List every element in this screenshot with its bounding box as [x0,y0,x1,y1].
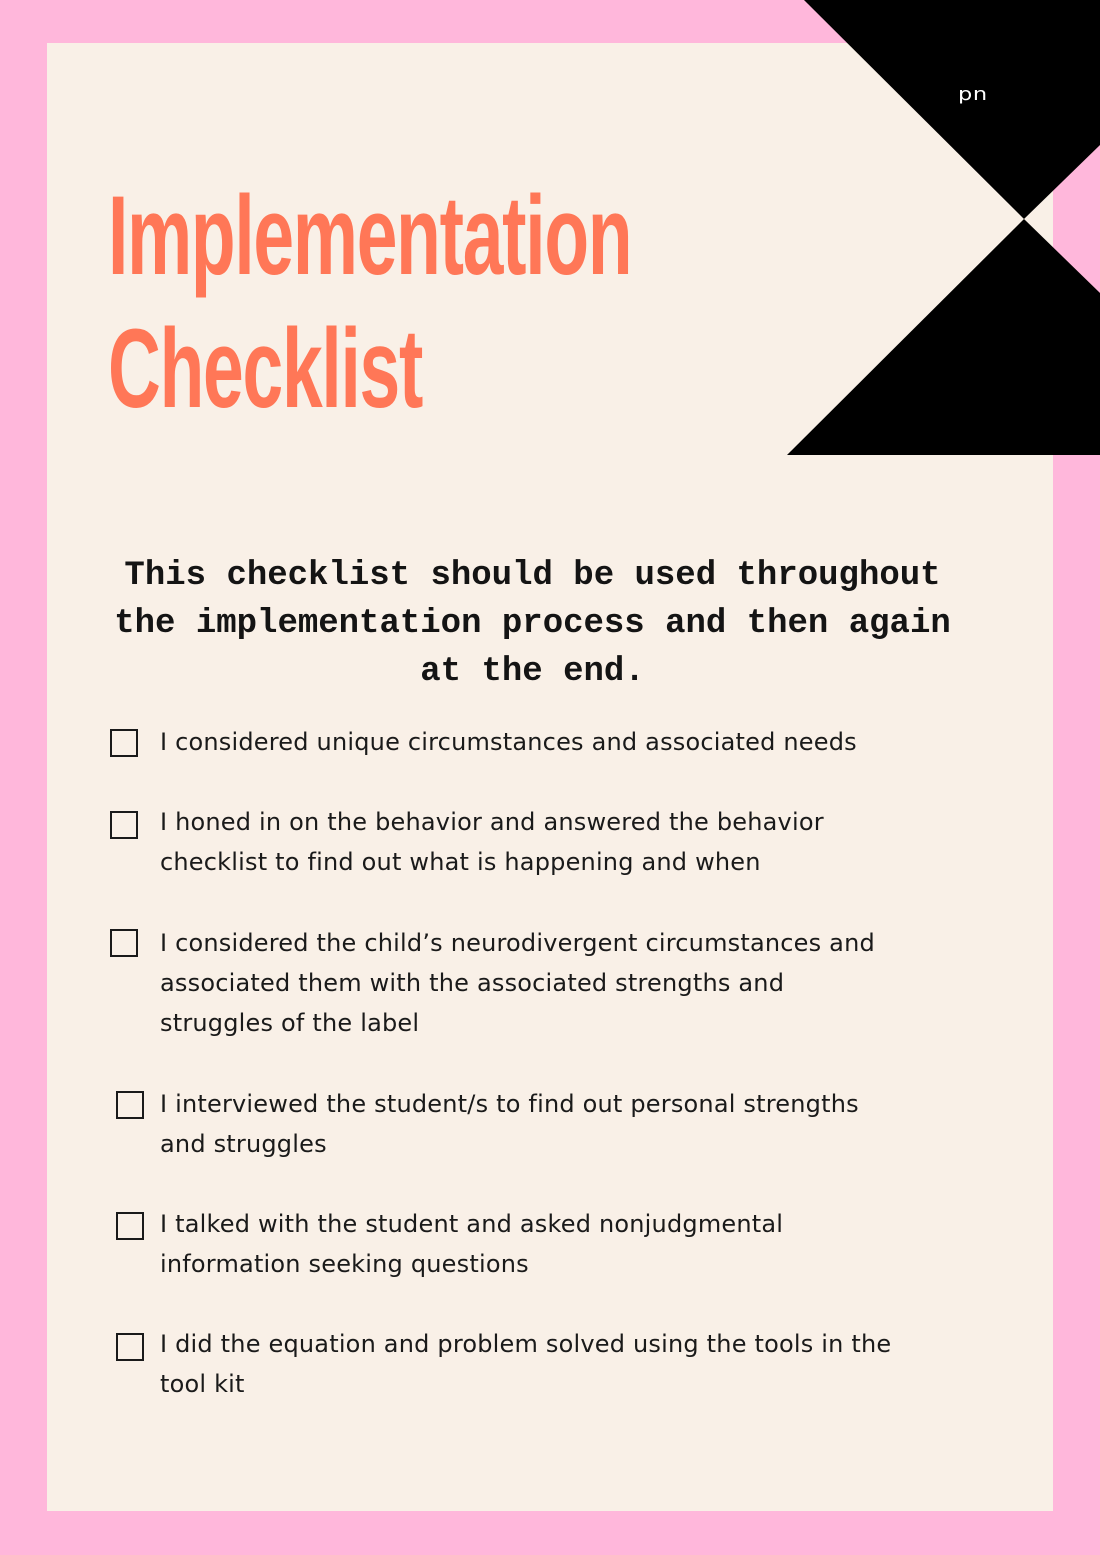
checklist-item-6-line-2: tool kit [160,1370,245,1398]
page-title-line-2: Checklist [108,306,423,432]
checklist-item-3-line-2: associated them with the associated strengths and [160,969,785,997]
checklist-item-1-line-1: I considered unique circumstances and associated needs [160,728,857,756]
brand-logo: pn [958,84,988,105]
checklist-item-4-line-2: and struggles [160,1130,327,1158]
checkbox-item-1[interactable] [110,729,138,757]
subtitle-line-3: at the end. [420,653,645,691]
checkbox-item-6[interactable] [116,1333,144,1361]
checklist-item-4-line-1: I interviewed the student/s to find out personal strengths [160,1090,859,1118]
checkbox-item-3[interactable] [110,929,138,957]
checkbox-item-2[interactable] [110,811,138,839]
checklist-item-5-line-1: I talked with the student and asked nonjudgmental [160,1210,784,1238]
checklist-item-5-line-2: information seeking questions [160,1250,529,1278]
checklist-item-3-line-3: struggles of the label [160,1009,420,1037]
checklist-item-3-line-1: I considered the child’s neurodivergent circumstances and [160,929,875,957]
subtitle-line-2: the implementation process and then again [114,605,951,643]
checklist-item-2-line-1: I honed in on the behavior and answered the behavior [160,808,824,836]
checklist-item-6-line-1: I did the equation and problem solved using the tools in the [160,1330,892,1358]
page-title-line-1: Implementation [108,173,632,299]
checkbox-item-4[interactable] [116,1091,144,1119]
subtitle-line-1: This checklist should be used throughout [124,557,941,595]
checkbox-item-5[interactable] [116,1212,144,1240]
checklist-item-2-line-2: checklist to find out what is happening and when [160,848,761,876]
